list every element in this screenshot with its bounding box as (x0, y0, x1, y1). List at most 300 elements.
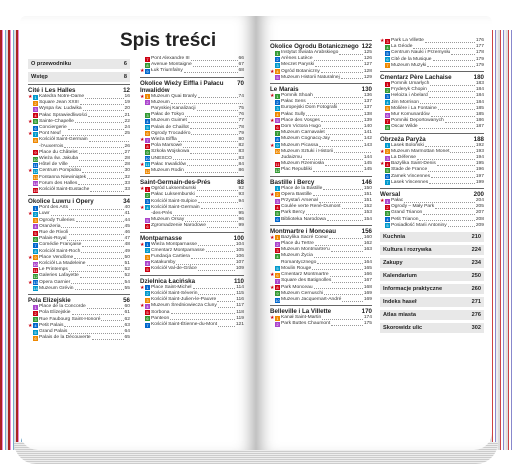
entry-label: Muzeum Marmottan Monet (391, 148, 450, 154)
toc-box-label: Kalendarium (383, 273, 417, 280)
entry-number-badge: 5 (276, 75, 279, 81)
dot-leader (197, 188, 237, 191)
star-icon: ★ (140, 204, 145, 211)
entry-page: 63 (124, 322, 130, 328)
dot-leader (306, 113, 363, 116)
entry-number-badge: 5 (34, 230, 37, 236)
entry-number-badge: 5 (146, 217, 149, 223)
dot-leader (324, 292, 363, 295)
entry-number-badge: 3 (386, 94, 389, 100)
entry-label: Centrum Pompidou (39, 168, 82, 174)
entry-label: Katedra Notre-Dame (39, 94, 85, 99)
entry-page: 75 (238, 106, 244, 112)
entry-page: 115 (236, 290, 244, 296)
toc-box-page: 224 (471, 247, 481, 254)
dot-leader (80, 275, 124, 278)
dot-leader (68, 331, 123, 334)
toc-entry (380, 63, 484, 69)
dot-leader (76, 219, 124, 222)
dot-leader (68, 127, 124, 130)
entry-label: Lasek Vincennes (391, 179, 429, 185)
dot-leader (428, 89, 475, 92)
left-page-edges (0, 30, 22, 450)
entry-number-badge: 11 (33, 267, 38, 273)
entry-page: 77 (238, 118, 244, 124)
entry-page: 192 (475, 142, 484, 148)
entry-number-badge: 2 (276, 99, 279, 105)
left-page (20, 16, 256, 450)
entry-page: 138 (363, 111, 372, 117)
toc-column-right-2 (380, 38, 484, 333)
dot-leader (332, 280, 363, 283)
star-icon: ★ (270, 272, 275, 279)
entry-label: Forum des Halles (39, 180, 78, 186)
entry-number-badge: 2 (146, 100, 149, 106)
star-icon: ★ (28, 118, 33, 125)
entry-label: Judaizmu (281, 155, 302, 161)
entry-label: Zgromadzenie Narodowe (151, 223, 206, 229)
entry-label: Square des Batignolles (281, 278, 332, 284)
entry-page: 199 (475, 179, 484, 185)
entry-page: 128 (363, 68, 372, 74)
section-label: Montparnasse (140, 234, 182, 242)
section-page: 188 (473, 135, 484, 143)
entry-label: Muzeum Quai Branly (151, 93, 197, 99)
toc-box-label: O przewodniku (31, 61, 72, 67)
toc-box-entry (28, 72, 130, 82)
entry-label: Kościół Saint-Sulpice (151, 198, 197, 204)
entry-page: 162 (363, 241, 372, 247)
entry-number-badge: 8 (276, 137, 279, 143)
entry-label: La Défense (391, 155, 417, 161)
dot-leader (185, 219, 237, 222)
entry-page: 49 (124, 248, 130, 254)
entry-label: Mur Komunardów (391, 112, 430, 118)
dot-leader (198, 200, 238, 203)
dot-leader (198, 95, 238, 98)
dot-leader (341, 76, 363, 79)
entry-page: 185 (475, 105, 484, 111)
entry-number-badge: 6 (34, 236, 37, 242)
toc-entry (140, 168, 244, 174)
star-icon: ★ (140, 241, 145, 248)
dot-leader (176, 262, 234, 265)
entry-label: Pola Elizejskie (39, 310, 71, 316)
star-icon: ★ (380, 148, 385, 155)
dot-leader (61, 225, 123, 228)
entry-number-badge: 1 (34, 205, 37, 211)
toc-box-entry (380, 232, 484, 242)
entry-number-badge: 6 (34, 125, 37, 131)
star-icon: ★ (270, 315, 275, 322)
entry-label: Dom Victora Hugo (281, 124, 321, 130)
toc-box-page: 260 (471, 286, 481, 293)
dot-leader (339, 52, 362, 55)
dot-leader (325, 163, 363, 166)
toc-entry (270, 167, 372, 173)
dot-leader (218, 324, 235, 327)
entry-label: Panteon (151, 315, 170, 321)
entry-label: Meczet Paryski (281, 62, 315, 68)
entry-number-badge: 13 (33, 280, 38, 286)
entry-number-badge: 5 (386, 51, 389, 56)
entry-number-badge: 2 (386, 149, 389, 155)
entry-number-badge: 2 (34, 310, 37, 316)
entry-page: 61 (124, 310, 130, 316)
section-page: 110 (234, 277, 244, 285)
entry-page: 175 (363, 321, 372, 327)
dot-leader (85, 96, 123, 99)
entry-number-badge: 3 (146, 254, 149, 260)
entry-page: 105 (235, 247, 244, 253)
star-icon: ★ (140, 303, 145, 310)
dot-leader (198, 243, 235, 246)
entry-number-badge: 1 (386, 81, 389, 87)
entry-label: Łuk Triumfalny (151, 68, 183, 74)
dot-leader (312, 267, 363, 270)
section-page: 180 (473, 74, 484, 82)
entry-label: Heloiza i Abelard (391, 93, 428, 99)
entry-page: 193 (475, 148, 484, 154)
entry-number-badge: 6 (146, 131, 149, 137)
entry-number-badge: 4 (146, 303, 149, 309)
entry-number-badge: 5 (34, 119, 37, 125)
entry-label: UNESCO (151, 155, 172, 161)
entry-number-badge: 1 (276, 50, 279, 56)
section-page: 146 (361, 178, 372, 186)
star-icon: ★ (270, 142, 275, 149)
toc-box-entry (380, 271, 484, 281)
entry-page: 209 (475, 222, 484, 228)
entry-label: Place des Vosges (281, 117, 320, 123)
entry-label: Romantycznego (281, 259, 317, 265)
dot-leader (198, 268, 235, 271)
entry-page: 19 (124, 100, 130, 106)
entry-number-badge: 12 (33, 169, 38, 175)
entry-label: Park Bercy (281, 210, 305, 216)
entry-label: Kościół Saint-Eustache (39, 187, 90, 193)
entry-label: Muzeum Carnavalet (281, 130, 325, 136)
section-label: Belleville i La Villette (270, 308, 332, 316)
dot-leader (178, 139, 238, 142)
entry-page: 52 (124, 267, 130, 273)
toc-box-label: Zakupy (383, 260, 403, 267)
dot-leader (319, 200, 363, 203)
entry-label: Ogród Luksemburski (151, 186, 197, 192)
entry-number-badge: 3 (386, 155, 389, 161)
entry-number-badge: 5 (276, 266, 279, 272)
entry-page: 178 (475, 50, 484, 56)
dot-leader (420, 101, 475, 104)
toc-entry (270, 75, 372, 81)
entry-number-badge: 7 (276, 130, 279, 136)
dot-leader (313, 169, 363, 172)
toc-entry (380, 223, 484, 229)
dot-leader (314, 58, 363, 61)
dot-leader (314, 95, 363, 98)
entry-label: Ogrody Tuileries (39, 217, 75, 223)
entry-number-badge: 11 (275, 161, 280, 167)
entry-number-badge: 10 (145, 156, 150, 162)
entry-page: 114 (236, 284, 244, 290)
entry-number-badge: 6 (386, 57, 389, 63)
entry-page: 142 (363, 136, 372, 142)
dot-leader (207, 225, 238, 228)
toc-section-heading (140, 77, 244, 94)
entry-number-badge: 4 (34, 224, 37, 230)
entry-page: 179 (475, 62, 484, 68)
entry-number-badge: 8 (386, 125, 389, 131)
entry-label: Stade de France (391, 167, 428, 173)
dot-leader (69, 164, 124, 167)
entry-page: 94 (238, 198, 244, 204)
entry-label: Muzeum Życia (281, 253, 313, 259)
entry-label: Muzeum Picassa (281, 142, 319, 148)
entry-label: La Géode (391, 44, 413, 50)
entry-label: Cmentarz Montmartre (281, 272, 329, 278)
toc-entry (140, 223, 244, 229)
entry-label: Ogrody Trocadéro (151, 130, 191, 136)
entry-number-badge: 9 (34, 150, 37, 156)
entry-label: Hôtel de Ville (39, 162, 68, 168)
entry-page: 33 (124, 187, 130, 193)
entry-number-badge: 5 (146, 310, 149, 316)
entry-label: Pałac Luksemburski (151, 192, 195, 198)
entry-page: 177 (475, 44, 484, 50)
entry-label: Palais-Royal (39, 236, 67, 242)
toc-section-heading (270, 305, 372, 315)
right-page (256, 16, 492, 450)
dot-leader (196, 194, 238, 197)
entry-label: Galeries Lafayette (39, 273, 79, 279)
entry-number-badge: 2 (146, 193, 149, 199)
dot-leader (321, 70, 363, 73)
entry-number-badge: 2 (276, 241, 279, 247)
entry-page: 93 (238, 192, 244, 198)
dot-leader (83, 108, 124, 111)
toc-box-page: 6 (123, 61, 127, 67)
entry-number-badge: 1 (276, 235, 279, 241)
entry-number-badge: 6 (276, 272, 279, 278)
entry-label: Fryderyk Chopin (391, 87, 427, 93)
dot-leader (307, 101, 363, 104)
entry-page: 117 (236, 303, 244, 309)
dot-leader (342, 299, 362, 302)
entry-page: 194 (475, 155, 484, 161)
toc-entry (380, 180, 484, 186)
entry-label: Kościół Saint-Germain (151, 204, 200, 210)
entry-label: Place Saint-Michel (151, 284, 192, 290)
star-icon: ★ (140, 186, 145, 193)
toc-box-entry (380, 284, 484, 294)
entry-page: 140 (363, 124, 372, 130)
entry-page: 46 (124, 230, 130, 236)
entry-page: 205 (475, 204, 484, 210)
toc-section-heading (270, 225, 372, 235)
dot-leader (187, 163, 237, 166)
entry-page: 27 (124, 149, 130, 155)
entry-page: 183 (475, 81, 484, 87)
entry-number-badge: 14 (33, 286, 38, 292)
section-page: 100 (233, 234, 244, 242)
entry-page: 30 (124, 168, 130, 174)
entry-page: 26 (124, 143, 130, 149)
entry-page: 184 (475, 93, 484, 99)
entry-page: 47 (124, 236, 130, 242)
dot-leader (342, 206, 363, 209)
toc-box-page: 210 (471, 234, 481, 241)
entry-label: Park Buttes Chaumont (281, 321, 331, 327)
section-page: 34 (123, 198, 130, 206)
entry-page: 160 (363, 234, 372, 240)
entry-label: Bazylika Saint-Denis (391, 161, 436, 167)
dot-leader (319, 144, 363, 147)
entry-number-badge: 5 (146, 267, 149, 273)
entry-page: 116 (236, 297, 244, 303)
section-page: 70 (237, 79, 244, 87)
entry-page: 144 (363, 155, 372, 161)
entry-page: 52 (124, 273, 130, 279)
entry-number-badge: 2 (146, 291, 149, 297)
toc-box-entry (380, 323, 484, 333)
entry-page: 139 (363, 117, 372, 123)
entry-page: 28 (124, 156, 130, 162)
section-page: 156 (361, 227, 372, 235)
entry-number-badge (275, 260, 280, 265)
entry-label: Muzeum Orsay (151, 217, 185, 223)
dot-leader (427, 64, 475, 67)
dot-leader (322, 317, 363, 320)
entry-label: Park La Villette (391, 38, 424, 43)
entry-label: Cmentarz Montparnasse (151, 247, 205, 253)
entry-label: Conciergerie (39, 125, 67, 131)
entry-label: Molière i La Fontaine (391, 105, 437, 111)
star-icon: ★ (140, 137, 145, 144)
entry-page: 145 (363, 161, 372, 167)
entry-number-badge (33, 144, 38, 149)
dot-leader (217, 299, 235, 302)
entry-page: 25 (124, 131, 130, 137)
star-icon: ★ (270, 93, 275, 100)
star-icon: ★ (140, 68, 145, 75)
toc-entry (270, 321, 372, 327)
dot-leader (90, 189, 123, 192)
entry-number-badge: 5 (386, 168, 389, 174)
toc-section-heading (28, 195, 130, 205)
entry-label: Kościół Saint-Étienne-du-Mont (151, 321, 218, 327)
toc-box-entry (380, 258, 484, 268)
entry-page: 45 (124, 223, 130, 229)
entry-number-badge: 7 (34, 243, 37, 249)
dot-leader (327, 218, 363, 221)
dot-leader (69, 232, 123, 235)
entry-page: 64 (124, 328, 130, 334)
star-icon: ★ (380, 198, 385, 205)
entry-number-badge: 8 (34, 138, 37, 144)
entry-label: -des-Prés (151, 211, 173, 217)
dot-leader (191, 58, 238, 61)
entry-page: 143 (363, 142, 372, 148)
entry-label: Kościół Saint-Germain (39, 137, 88, 143)
entry-number-badge: 8 (146, 143, 149, 149)
entry-label: Petit Palais (39, 322, 64, 328)
entry-label: Rue de Rivoli (39, 230, 69, 236)
entry-label: Park Monceau (281, 284, 313, 290)
entry-number-badge: 15 (33, 187, 38, 193)
entry-label: Petit Trianon (391, 216, 419, 222)
dot-leader (188, 120, 238, 123)
entry-page: 106 (235, 254, 244, 260)
toc-section-heading (270, 83, 372, 93)
toc-column-left-1 (28, 56, 130, 341)
star-icon: ★ (140, 93, 145, 100)
star-icon: ★ (380, 161, 385, 168)
entry-label: Fundacja Cartiera (151, 254, 190, 260)
entry-page: 169 (363, 290, 372, 296)
entry-page: 66 (238, 56, 244, 61)
entry-page: 167 (363, 278, 372, 284)
entry-label: Place de la Bastille (281, 185, 323, 191)
entry-page: 141 (363, 130, 372, 136)
toc-box-page: 302 (471, 325, 481, 332)
entry-page: 136 (363, 93, 372, 99)
entry-number-badge: 2 (386, 204, 389, 210)
dot-leader (190, 126, 238, 129)
entry-label: Pola Marsowe (151, 143, 182, 149)
dot-leader (190, 151, 237, 154)
toc-entry (140, 266, 244, 272)
entry-page: 79 (238, 130, 244, 136)
entry-page: 95 (238, 211, 244, 217)
entry-label: Pont des Arts (39, 205, 69, 211)
entry-label: Pont Alexandre III (151, 56, 190, 61)
section-label: Okolice Wieży Eiffla i Pałacu Inwalidów (140, 79, 224, 94)
dot-leader (89, 139, 129, 142)
toc-entry (270, 297, 372, 303)
dot-leader (330, 274, 363, 277)
entry-label: Muzeum Cognacq-Jay (281, 136, 330, 142)
entry-label: Fontanna Niewiniątek (39, 174, 87, 180)
entry-label: Muzeum Cernuschi (281, 290, 324, 296)
entry-number-badge: 12 (275, 168, 280, 174)
entry-page: 145 (363, 167, 372, 173)
entry-number-badge: 1 (146, 285, 149, 291)
entry-page: 197 (475, 173, 484, 179)
dot-leader (429, 95, 475, 98)
dot-leader (185, 114, 237, 117)
entry-label: Muzeum Historii Naturalnej (281, 74, 340, 80)
dot-leader (314, 286, 363, 289)
dot-leader (80, 102, 124, 105)
entry-label: Muzeum (151, 99, 170, 105)
dot-leader (79, 158, 123, 161)
entry-page: 65 (124, 335, 130, 341)
entry-number-badge: 3 (34, 317, 37, 323)
dot-leader (423, 212, 475, 215)
dot-leader (430, 83, 475, 86)
dot-leader (193, 64, 238, 67)
dot-leader (329, 236, 363, 239)
dot-leader (171, 311, 236, 314)
entry-number-badge: 10 (275, 297, 280, 303)
entry-page: 137 (363, 99, 372, 105)
entry-page: 82 (238, 143, 244, 149)
entry-number-badge: 6 (146, 316, 149, 322)
dot-leader (78, 182, 123, 185)
entry-number-badge: 1 (386, 198, 389, 204)
entry-number-badge: 1 (146, 94, 149, 100)
entry-number-badge: 4 (34, 113, 37, 119)
